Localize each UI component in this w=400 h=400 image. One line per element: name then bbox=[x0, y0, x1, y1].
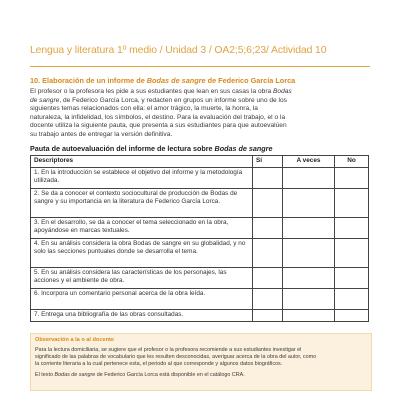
a-veces-cell[interactable] bbox=[283, 189, 335, 218]
si-cell[interactable] bbox=[253, 289, 283, 310]
activity-title-work: Bodas de sangre bbox=[146, 76, 206, 85]
activity-title-suffix: de Federico García Lorca bbox=[205, 76, 296, 85]
intro-line: de sangre, de Federico García Lorca, y redacten en grupos un informe sobre uno de los bbox=[30, 96, 287, 104]
a-veces-cell[interactable] bbox=[283, 239, 335, 268]
activity-title-prefix: 10. Elaboración de un informe de bbox=[30, 76, 147, 85]
descriptor-cell: 5. En su análisis considera las características de los personajes, las acciones y el ambiente de obra. bbox=[31, 268, 253, 289]
no-cell[interactable] bbox=[335, 218, 369, 239]
col-header-a-veces: A veces bbox=[283, 156, 335, 168]
a-veces-cell[interactable] bbox=[283, 268, 335, 289]
intro-line: naturaleza, la infidelidad, los símbolos, el destino. Para la evaluación del trabajo, el o la bbox=[30, 113, 286, 121]
intro-line: siguientes temas relacionados con ella: el amor trágico, la muerte, la honra, la bbox=[30, 105, 258, 113]
intro-line: su trabajo antes de entregar la versión definitiva. bbox=[30, 130, 173, 138]
activity-intro bbox=[30, 88, 372, 140]
rubric-title: Pauta de autoevaluación del informe de lectura sobre Bodas de sangre bbox=[30, 144, 273, 153]
no-cell[interactable] bbox=[335, 168, 369, 189]
col-header-si: Sí bbox=[253, 156, 283, 168]
note-title: Observación a la o al docente bbox=[35, 337, 114, 343]
a-veces-cell[interactable] bbox=[283, 310, 335, 322]
teacher-note-box bbox=[30, 333, 372, 391]
table-row bbox=[31, 189, 369, 218]
descriptor-cell: 2. Se da a conocer el contexto sociocultural de producción de Bodas de sangre y su importancia en la literatura de Federico García Lorca. bbox=[31, 189, 253, 218]
descriptor-cell: 6. Incorpora un comentario personal acerca de la obra leída. bbox=[31, 289, 253, 310]
no-cell[interactable] bbox=[335, 310, 369, 322]
col-header-descriptores: Descriptores bbox=[31, 156, 253, 168]
rubric-table bbox=[30, 155, 369, 322]
note-line: Para la lectura domiciliaria, se sugiere que el profesor o la profesora recomiende a sus estudiantes investigar el bbox=[35, 347, 302, 353]
si-cell[interactable] bbox=[253, 168, 283, 189]
no-cell[interactable] bbox=[335, 239, 369, 268]
intro-line: docente utiliza la siguiente pauta, que presenta a sus estudiantes para que autoevalúen bbox=[30, 122, 287, 130]
table-row bbox=[31, 310, 369, 322]
rubric-header-row bbox=[31, 156, 369, 168]
table-row bbox=[31, 268, 369, 289]
a-veces-cell[interactable] bbox=[283, 168, 335, 189]
table-row bbox=[31, 239, 369, 268]
note-footer: El texto Bodas de sangre de Federico García Lorca está disponible en el catálogo CRA. bbox=[35, 372, 245, 378]
note-body bbox=[35, 347, 367, 368]
intro-line: El profesor o la profesora les pide a sus estudiantes que lean en sus casas la obra Bodas bbox=[30, 88, 292, 95]
activity-title bbox=[30, 76, 375, 85]
si-cell[interactable] bbox=[253, 310, 283, 322]
descriptor-cell: 7. Entrega una bibliografía de las obras consultadas. bbox=[31, 310, 253, 322]
col-header-no: No bbox=[335, 156, 369, 168]
note-line: la corriente literaria a la cual pertenece esta, el periodo al que corresponde y algunos datos biográficos. bbox=[35, 361, 283, 367]
no-cell[interactable] bbox=[335, 189, 369, 218]
descriptor-cell: 3. En el desarrollo, se da a conocer el tema seleccionado en la obra, apoyándose en marcas textuales. bbox=[31, 218, 253, 239]
note-line: significado de las palabras de vocabulario que les resulten desconocidas, averiguar acerca de la obra del autor, como bbox=[35, 354, 317, 360]
table-row bbox=[31, 168, 369, 189]
si-cell[interactable] bbox=[253, 268, 283, 289]
descriptor-cell: 1. En la introducción se establece el objetivo del informe y la metodología utilizada. bbox=[31, 168, 253, 189]
descriptor-cell: 4. En su análisis considera la obra Bodas de sangre en su globalidad, y no solo las secciones puntuales donde se desarrolla el tema. bbox=[31, 239, 253, 268]
a-veces-cell[interactable] bbox=[283, 289, 335, 310]
no-cell[interactable] bbox=[335, 268, 369, 289]
a-veces-cell[interactable] bbox=[283, 218, 335, 239]
si-cell[interactable] bbox=[253, 189, 283, 218]
si-cell[interactable] bbox=[253, 218, 283, 239]
table-row bbox=[31, 218, 369, 239]
breadcrumb: Lengua y literatura 1º medio / Unidad 3 / OA2;5;6;23/ Actividad 10 bbox=[30, 45, 327, 56]
si-cell[interactable] bbox=[253, 239, 283, 268]
header-divider bbox=[30, 66, 370, 67]
table-row bbox=[31, 289, 369, 310]
no-cell[interactable] bbox=[335, 289, 369, 310]
